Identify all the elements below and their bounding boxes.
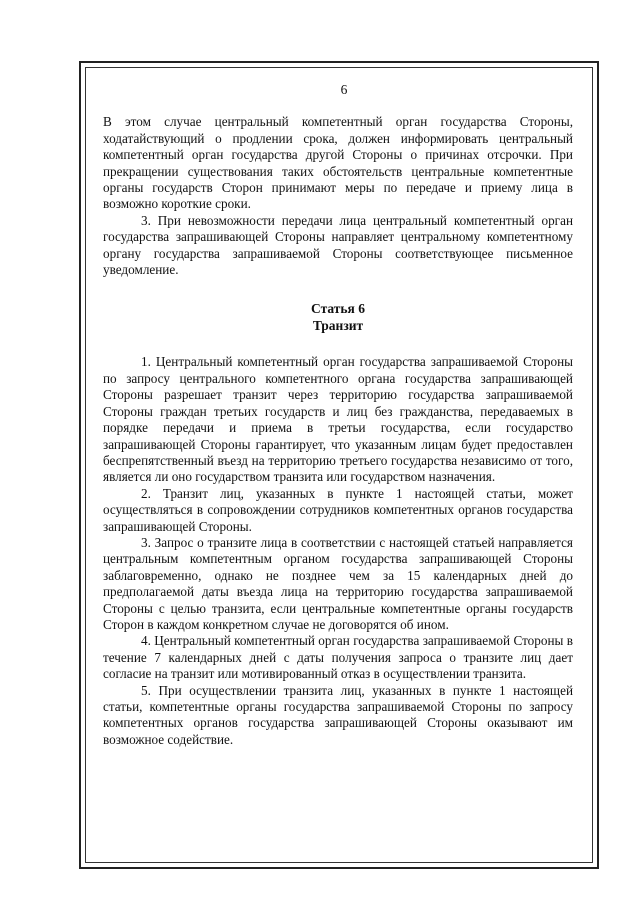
paragraph-item-3: 3. При невозможности передачи лица центральный компетентный орган государства запрашивающей Стороны направляет центральному компетентному органу государства запрашиваемой Стороны соответствующее письменное уведомление. <box>103 212 573 278</box>
article-paragraph-1: 1. Центральный компетентный орган государства запрашиваемой Стороны по запросу центрального компетентного органа государства запрашивающей Стороны разрешает транзит через территорию государства запрашиваемой Стороны граждан третьих государств и лиц без гражданства, передаваемых в порядке передачи и приема в третьи государства, если государство запрашивающей Стороны гарантирует, что указанным лицам будет предоставлен беспрепятственный въезд на территорию третьего государства независимо от того, является ли оно государством транзита или государством назначения. <box>103 354 573 485</box>
document-body <box>103 82 573 748</box>
article-paragraph-3: 3. Запрос о транзите лица в соответствии с настоящей статьей направляется центральным компетентным органом государства запрашивающей Стороны заблаговременно, однако не позднее чем за 15 календарных дней до предполагаемой даты въезда лица на территорию государства запрашиваемой Стороны с целью транзита, если центральные компетентные органы государств Сторон в каждом конкретном случае не договорятся об ином. <box>103 534 573 632</box>
article-heading <box>103 300 573 334</box>
article-paragraph-4: 4. Центральный компетентный орган государства запрашиваемой Стороны в течение 7 календарных дней с даты получения запроса о транзите лиц дает согласие на транзит или мотивированный отказ в осуществлении транзита. <box>103 633 573 682</box>
paragraph-continuation: В этом случае центральный компетентный орган государства Стороны, ходатайствующий о продлении срока, должен информировать центральный компетентный орган государства другой Стороны о причинах отсрочки. При прекращении существования таких обстоятельств центральные компетентные органы государств Сторон принимают меры по передаче и приему лица в возможно короткие сроки. <box>103 114 573 212</box>
page-number: 6 <box>340 82 348 97</box>
article-paragraph-2: 2. Транзит лиц, указанных в пункте 1 настоящей статьи, может осуществляться в сопровождении сотрудников компетентных органов государства запрашивающей Стороны. <box>103 485 573 534</box>
article-title: Статья 6 <box>311 301 365 317</box>
article-subtitle: Транзит <box>312 318 364 334</box>
article-paragraph-5: 5. При осуществлении транзита лиц, указанных в пункте 1 настоящей статьи, компетентные органы государства запрашиваемой Стороны по запросу компетентных органов государства запрашивающей Стороны оказывают им возможное содействие. <box>103 682 573 747</box>
